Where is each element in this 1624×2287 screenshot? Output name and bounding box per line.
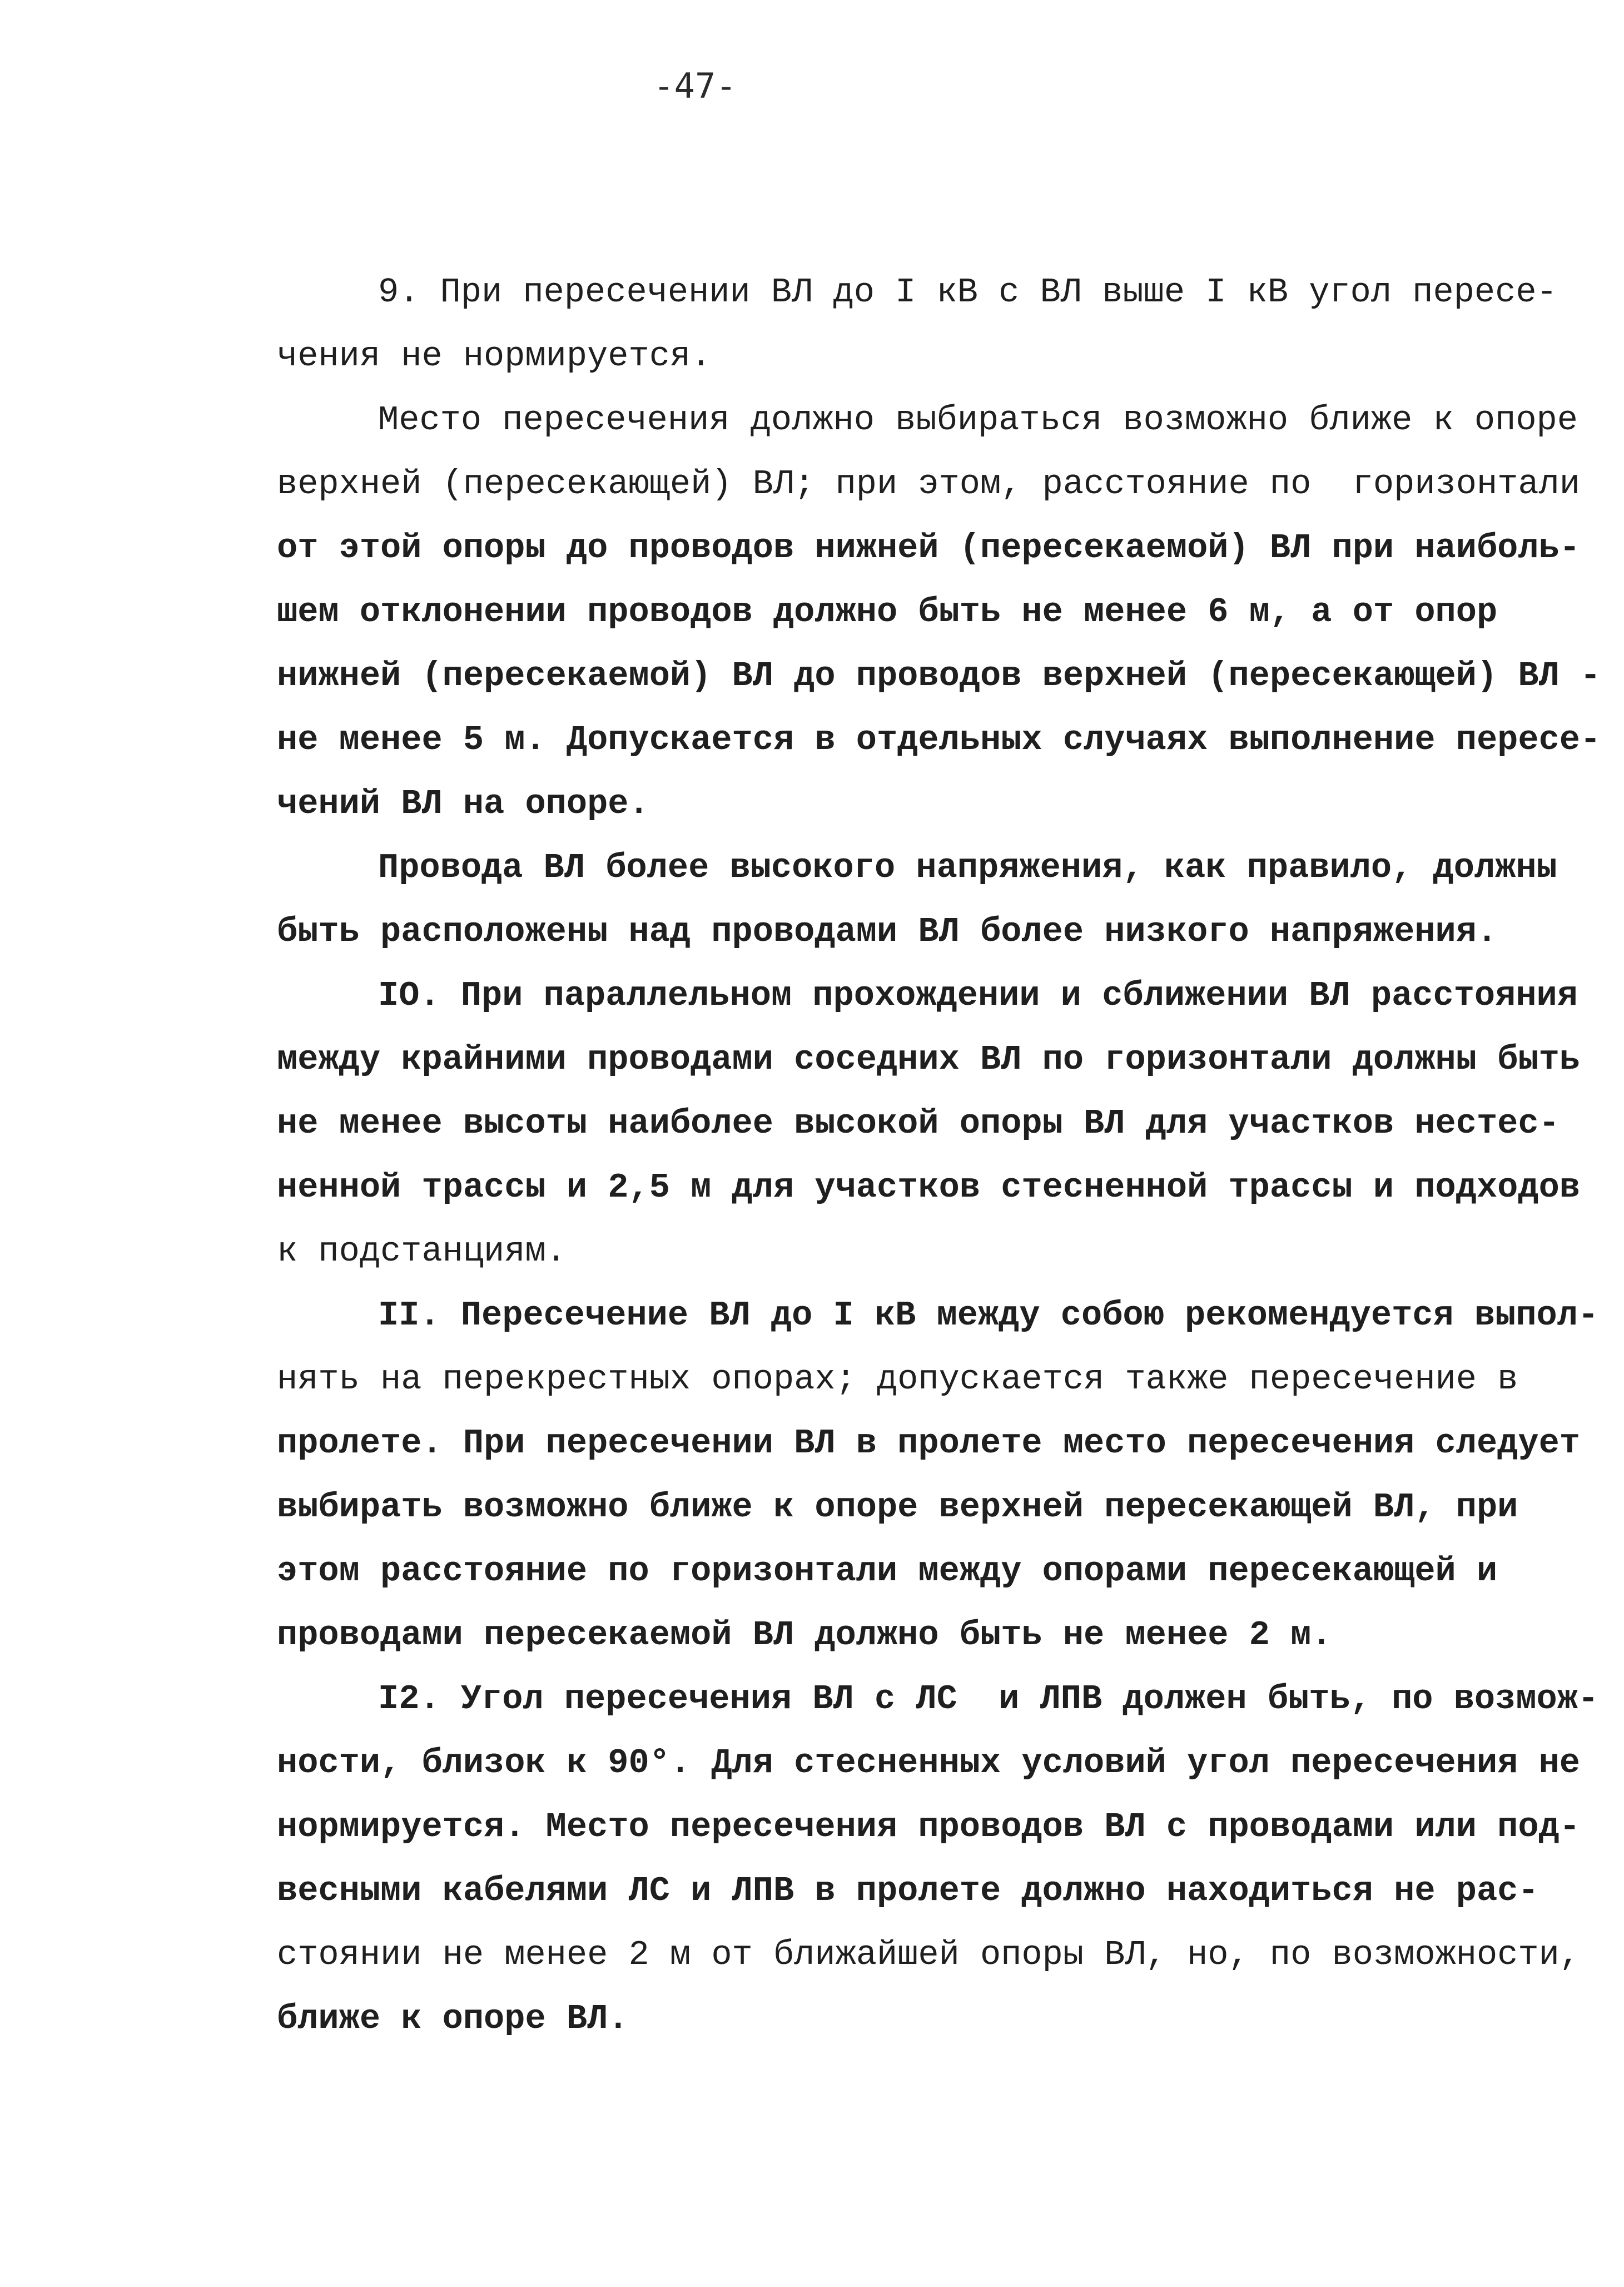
text-line: I2. Угол пересечения ВЛ с ЛС и ЛПВ должен быть, по возмож-: [378, 1679, 1599, 1719]
text-line: нижней (пересекаемой) ВЛ до проводов верхней (пересекающей) ВЛ -: [277, 656, 1601, 696]
text-line: верхней (пересекающей) ВЛ; при этом, расстояние по горизонтали: [277, 464, 1580, 504]
text-line: II. Пересечение ВЛ до I кВ между собою рекомендуется выпол-: [378, 1296, 1599, 1335]
text-line: чений ВЛ на опоре.: [277, 784, 649, 823]
text-line: стоянии не менее 2 м от ближайшей опоры ВЛ, но, по возможности,: [277, 1935, 1580, 1975]
page-number: -47-: [653, 66, 737, 106]
text-line: шем отклонении проводов должно быть не менее 6 м, а от опор: [277, 592, 1498, 632]
text-line: нормируется. Место пересечения проводов ВЛ с проводами или под-: [277, 1807, 1580, 1847]
text-line: пролете. При пересечении ВЛ в пролете место пересечения следует: [277, 1423, 1580, 1463]
text-line: между крайними проводами соседних ВЛ по горизонтали должны быть: [277, 1040, 1580, 1079]
text-line: ности, близок к 90°. Для стесненных условий угол пересечения не: [277, 1743, 1580, 1783]
text-line: не менее высоты наиболее высокой опоры ВЛ для участков нестес-: [277, 1104, 1560, 1143]
text-line: IO. При параллельном прохождении и сближении ВЛ расстояния: [378, 976, 1578, 1015]
text-line: быть расположены над проводами ВЛ более низкого напряжения.: [277, 912, 1498, 951]
text-line: не менее 5 м. Допускается в отдельных случаях выполнение пересе-: [277, 720, 1601, 760]
text-line: Провода ВЛ более высокого напряжения, как правило, должны: [378, 848, 1557, 887]
text-line: ближе к опоре ВЛ.: [277, 1999, 629, 2038]
text-line: 9. При пересечении ВЛ до I кВ с ВЛ выше I кВ угол пересе-: [378, 272, 1557, 312]
text-line: проводами пересекаемой ВЛ должно быть не менее 2 м.: [277, 1615, 1332, 1655]
text-line: к подстанциям.: [277, 1232, 567, 1271]
text-line: от этой опоры до проводов нижней (пересекаемой) ВЛ при наиболь-: [277, 528, 1580, 568]
text-line: этом расстояние по горизонтали между опорами пересекающей и: [277, 1551, 1498, 1591]
text-line: нять на перекрестных опорах; допускается также пересечение в: [277, 1360, 1518, 1399]
text-line: ненной трассы и 2,5 м для участков стесненной трассы и подходов: [277, 1168, 1580, 1207]
text-line: Место пересечения должно выбираться возможно ближе к опоре: [378, 400, 1578, 440]
text-line: чения не нормируется.: [277, 336, 712, 376]
text-line: выбирать возможно ближе к опоре верхней пересекающей ВЛ, при: [277, 1487, 1518, 1527]
text-line: весными кабелями ЛС и ЛПВ в пролете должно находиться не рас-: [277, 1871, 1539, 1911]
